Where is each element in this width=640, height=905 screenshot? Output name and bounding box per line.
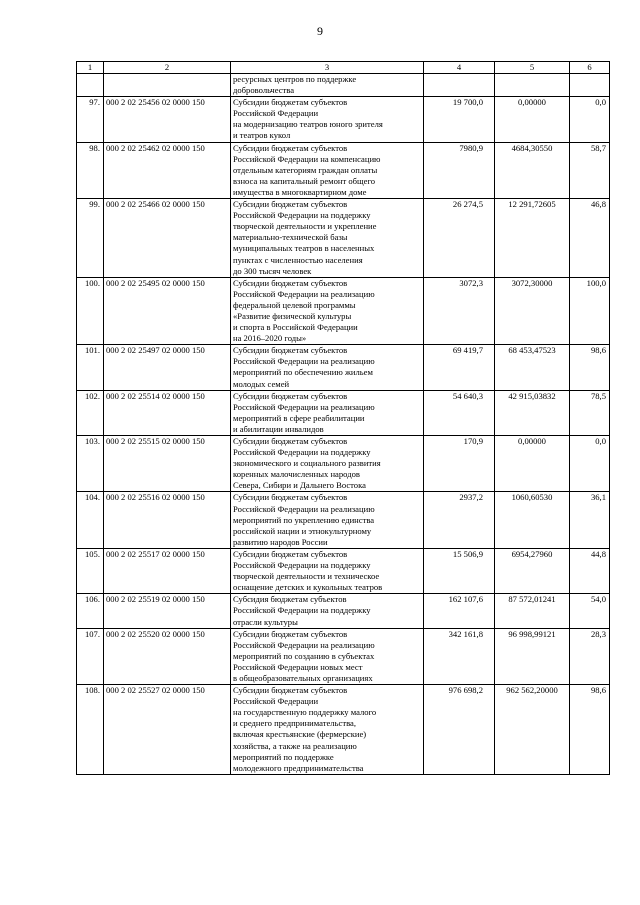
executed-amount: 962 562,20000 [495, 685, 570, 775]
budget-code: 000 2 02 25514 02 0000 150 [104, 390, 231, 435]
execution-percent: 54,0 [570, 594, 610, 628]
budget-code: 000 2 02 25456 02 0000 150 [104, 97, 231, 142]
income-name: Субсидии бюджетам субъектов Российской Федерации на реализацию мероприятий по обеспечению жильем молодых семей [231, 345, 424, 390]
table-row [77, 97, 610, 142]
income-name: Субсидия бюджетам субъектов Российской Федерации на поддержку отрасли культуры [231, 594, 424, 628]
column-header: 2 [104, 62, 231, 74]
execution-percent: 36,1 [570, 492, 610, 548]
table-row [77, 277, 610, 345]
income-name: Субсидии бюджетам субъектов Российской Федерации на реализацию мероприятий по укреплению единства российской нации и этнокультурному развитию народов России [231, 492, 424, 548]
execution-percent: 44,8 [570, 548, 610, 593]
planned-amount: 19 700,0 [424, 97, 495, 142]
table-row [77, 142, 610, 198]
row-number: 98. [77, 142, 104, 198]
table-row [77, 492, 610, 548]
budget-code: 000 2 02 25519 02 0000 150 [104, 594, 231, 628]
table-row [77, 199, 610, 278]
planned-amount: 162 107,6 [424, 594, 495, 628]
executed-amount: 0,00000 [495, 436, 570, 492]
planned-amount: 7980,9 [424, 142, 495, 198]
table-row [77, 685, 610, 775]
execution-percent: 78,5 [570, 390, 610, 435]
execution-percent: 58,7 [570, 142, 610, 198]
executed-amount: 1060,60530 [495, 492, 570, 548]
income-name: Субсидии бюджетам субъектов Российской Федерации на государственную поддержку малого и среднего предпринимательства, включая крестьянские (фермерские) хозяйства, а также на реализацию мероприятий по поддержке молодежного предпринимательства [231, 685, 424, 775]
budget-code: 000 2 02 25466 02 0000 150 [104, 199, 231, 278]
table-row [77, 594, 610, 628]
planned-amount: 54 640,3 [424, 390, 495, 435]
execution-percent: 28,3 [570, 628, 610, 684]
column-number-row [77, 62, 610, 74]
column-header: 4 [424, 62, 495, 74]
income-name: Субсидии бюджетам субъектов Российской Федерации на поддержку экономического и социального развития коренных малочисленных народов Севера, Сибири и Дальнего Востока [231, 436, 424, 492]
planned-amount: 342 161,8 [424, 628, 495, 684]
planned-amount [424, 74, 495, 97]
row-number: 105. [77, 548, 104, 593]
page-number: 9 [317, 24, 323, 38]
execution-percent: 98,6 [570, 345, 610, 390]
table-row [77, 628, 610, 684]
column-header: 3 [231, 62, 424, 74]
budget-code: 000 2 02 25515 02 0000 150 [104, 436, 231, 492]
column-header: 5 [495, 62, 570, 74]
execution-percent: 100,0 [570, 277, 610, 345]
execution-percent: 0,0 [570, 97, 610, 142]
executed-amount [495, 74, 570, 97]
row-number: 101. [77, 345, 104, 390]
executed-amount: 68 453,47523 [495, 345, 570, 390]
row-number: 100. [77, 277, 104, 345]
row-number: 108. [77, 685, 104, 775]
income-name: Субсидии бюджетам субъектов Российской Федерации на реализацию федеральной целевой программы «Развитие физической культуры и спорта в Российской Федерации на 2016–2020 годы» [231, 277, 424, 345]
executed-amount: 0,00000 [495, 97, 570, 142]
table-row [77, 548, 610, 593]
budget-code [104, 74, 231, 97]
row-number: 107. [77, 628, 104, 684]
row-number: 97. [77, 97, 104, 142]
execution-percent [570, 74, 610, 97]
column-header: 1 [77, 62, 104, 74]
column-header: 6 [570, 62, 610, 74]
income-name: Субсидии бюджетам субъектов Российской Федерации на модернизацию театров юного зрителя и театров кукол [231, 97, 424, 142]
executed-amount: 42 915,03832 [495, 390, 570, 435]
table-row [77, 74, 610, 97]
planned-amount: 3072,3 [424, 277, 495, 345]
income-name: Субсидии бюджетам субъектов Российской Федерации на поддержку творческой деятельности и техническое оснащение детских и кукольных театров [231, 548, 424, 593]
income-name: ресурсных центров по поддержке добровольчества [231, 74, 424, 97]
income-name: Субсидии бюджетам субъектов Российской Федерации на компенсацию отдельным категориям граждан оплаты взноса на капитальный ремонт общего имущества в многоквартирном доме [231, 142, 424, 198]
planned-amount: 26 274,5 [424, 199, 495, 278]
budget-code: 000 2 02 25520 02 0000 150 [104, 628, 231, 684]
income-name: Субсидии бюджетам субъектов Российской Федерации на реализацию мероприятий в сфере реабилитации и абилитации инвалидов [231, 390, 424, 435]
row-number [77, 74, 104, 97]
row-number: 99. [77, 199, 104, 278]
planned-amount: 15 506,9 [424, 548, 495, 593]
row-number: 104. [77, 492, 104, 548]
budget-table [76, 61, 610, 775]
execution-percent: 46,8 [570, 199, 610, 278]
row-number: 102. [77, 390, 104, 435]
budget-code: 000 2 02 25497 02 0000 150 [104, 345, 231, 390]
row-number: 106. [77, 594, 104, 628]
executed-amount: 12 291,72605 [495, 199, 570, 278]
execution-percent: 98,6 [570, 685, 610, 775]
executed-amount: 4684,30550 [495, 142, 570, 198]
executed-amount: 3072,30000 [495, 277, 570, 345]
budget-code: 000 2 02 25517 02 0000 150 [104, 548, 231, 593]
planned-amount: 976 698,2 [424, 685, 495, 775]
planned-amount: 170,9 [424, 436, 495, 492]
planned-amount: 2937,2 [424, 492, 495, 548]
table-row [77, 345, 610, 390]
row-number: 103. [77, 436, 104, 492]
table-row [77, 436, 610, 492]
budget-code: 000 2 02 25516 02 0000 150 [104, 492, 231, 548]
executed-amount: 6954,27960 [495, 548, 570, 593]
executed-amount: 96 998,99121 [495, 628, 570, 684]
budget-code: 000 2 02 25495 02 0000 150 [104, 277, 231, 345]
budget-code: 000 2 02 25462 02 0000 150 [104, 142, 231, 198]
planned-amount: 69 419,7 [424, 345, 495, 390]
income-name: Субсидии бюджетам субъектов Российской Федерации на реализацию мероприятий по созданию в субъектах Российской Федерации новых мест в общеобразовательных организациях [231, 628, 424, 684]
execution-percent: 0,0 [570, 436, 610, 492]
table-row [77, 390, 610, 435]
income-name: Субсидии бюджетам субъектов Российской Федерации на поддержку творческой деятельности и укрепление материально-технической базы муниципальных театров в населенных пунктах с численностью населения до 300 тысяч человек [231, 199, 424, 278]
budget-code: 000 2 02 25527 02 0000 150 [104, 685, 231, 775]
executed-amount: 87 572,01241 [495, 594, 570, 628]
